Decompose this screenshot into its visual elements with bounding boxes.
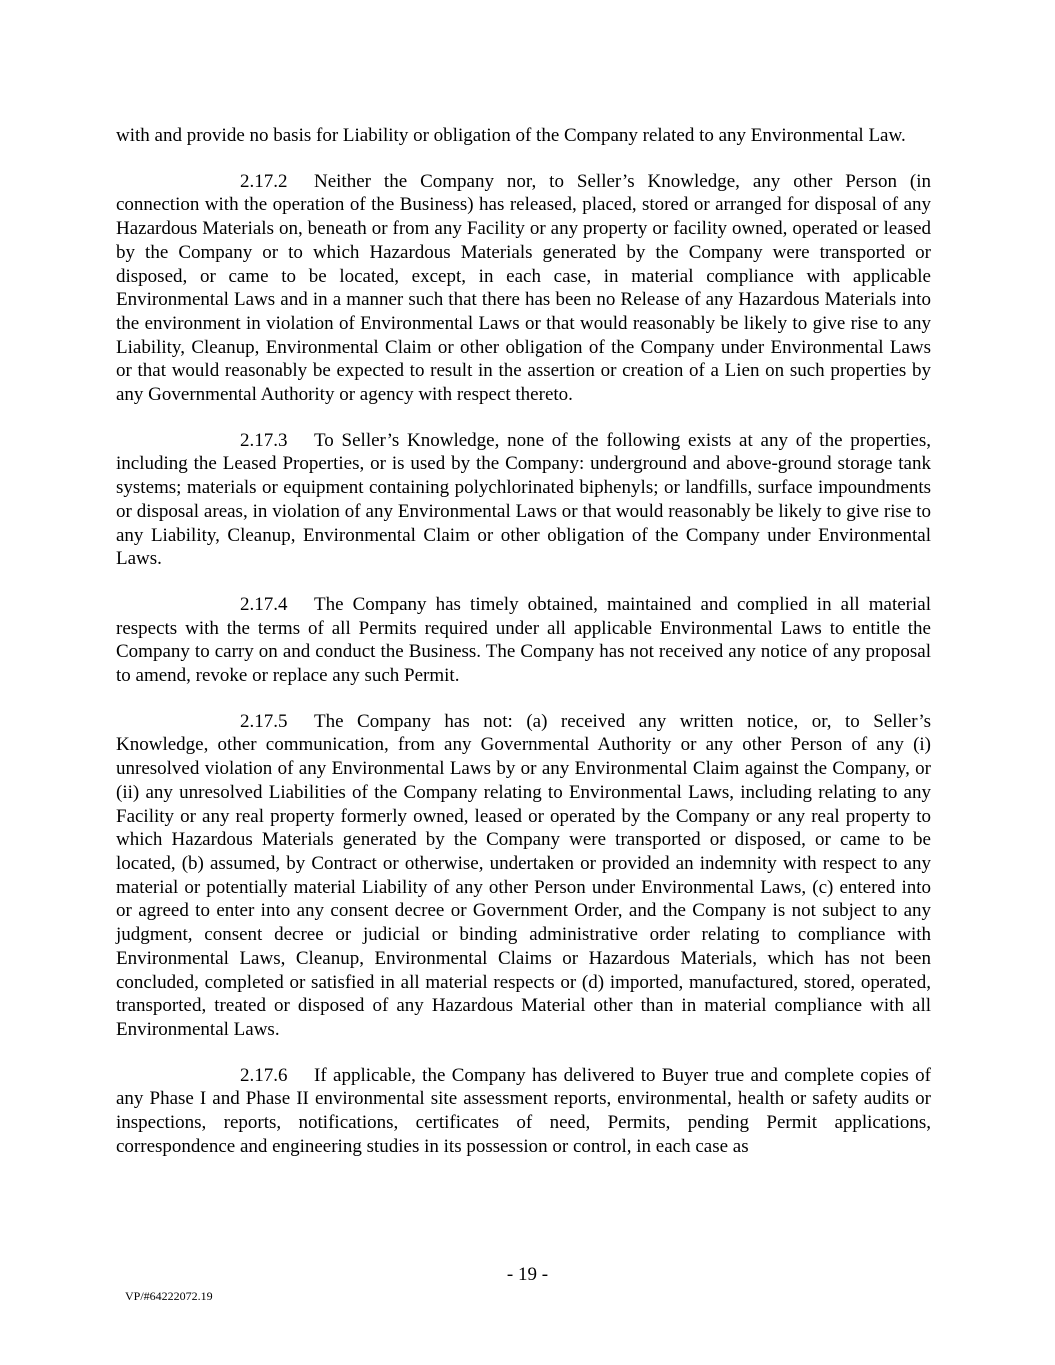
section-2-17-6 — [116, 1064, 931, 1159]
section-text: The Company has not: (a) received any written notice, or, to Seller’s Knowledge, other communication, from any Governmental Authority or any other Person of any (i) unresolved violation of any Environmental Laws by or any Environmental Claim against the Company, or (ii) any unresolved Liabilities of the Company relating to Environmental Laws, including relating to any Facility or any real property formerly owned, leased or operated by the Company or any real property to which Hazardous Materials generated by the Company were transported or disposed, or came to be located, (b) assumed, by Contract or otherwise, undertaken or provided an indemnity with respect to any material or potentially material Liability of any other Person under Environmental Laws, (c) entered into or agreed to enter into any consent decree or Government Order, and the Company is not subject to any judgment, consent decree or judicial or binding administrative order relating to compliance with Environmental Laws, Cleanup, Environmental Claims or Hazardous Materials, which has not been concluded, completed or satisfied in all material respects or (d) imported, manufactured, stored, operated, transported, treated or disposed of any Hazardous Material other than in material compliance with all Environmental Laws. — [116, 710, 931, 1040]
section-2-17-3 — [116, 429, 931, 571]
section-number: 2.17.2 — [240, 170, 288, 192]
section-number: 2.17.3 — [240, 429, 288, 451]
section-2-17-2 — [116, 170, 931, 407]
section-2-17-5 — [116, 710, 931, 1042]
section-number: 2.17.4 — [240, 593, 288, 615]
paragraph-text: with and provide no basis for Liability or obligation of the Company related to any Environmental Law. — [116, 125, 906, 146]
section-text: Neither the Company nor, to Seller’s Knowledge, any other Person (in connection with the operation of the Business) has released, placed, stored or arranged for disposal of any Hazardous Materials on, beneath or from any Facility or any property or facility owned, operated or leased by the Company or to which Hazardous Materials generated by the Company were transported or disposed, or came to be located, except, in each case, in material compliance with applicable Environmental Laws and in a manner such that there has been no Release of any Hazardous Materials into the environment in violation of Environmental Laws or that would reasonably be likely to give rise to any Liability, Cleanup, Environmental Claim or other obligation of the Company under Environmental Laws or that would reasonably be expected to result in the assertion or creation of a Lien on such properties by any Governmental Authority or agency with respect thereto. — [116, 170, 931, 406]
continuation-paragraph — [116, 124, 931, 148]
section-number: 2.17.5 — [240, 710, 288, 732]
section-number: 2.17.6 — [240, 1064, 288, 1086]
section-text: To Seller’s Knowledge, none of the following exists at any of the properties, including the Leased Properties, or is used by the Company: underground and above-ground storage tank systems; materials or equipment containing polychlorinated biphenyls; or landfills, surface impoundments or disposal areas, in violation of any Environmental Laws or that would reasonably be likely to give rise to any Liability, Cleanup, Environmental Claim or other obligation of the Company under Environmental Laws. — [116, 429, 931, 570]
document-id: VP/#64222072.19 — [125, 1289, 213, 1303]
section-text: The Company has timely obtained, maintained and complied in all material respects with the terms of all Permits required under all applicable Environmental Laws to entitle the Company to carry on and conduct the Business. The Company has not received any notice of any proposal to amend, revoke or replace any such Permit. — [116, 593, 931, 687]
document-body — [116, 124, 931, 1180]
section-2-17-4 — [116, 593, 931, 688]
page-number: - 19 - — [506, 1264, 549, 1285]
section-text: If applicable, the Company has delivered to Buyer true and complete copies of any Phase I and Phase II environmental site assessment reports, environmental, health or safety audits or inspections, reports, notifications, certificates of need, Permits, pending Permit applications, correspondence and engineering studies in its possession or control, in each case as — [116, 1064, 931, 1157]
